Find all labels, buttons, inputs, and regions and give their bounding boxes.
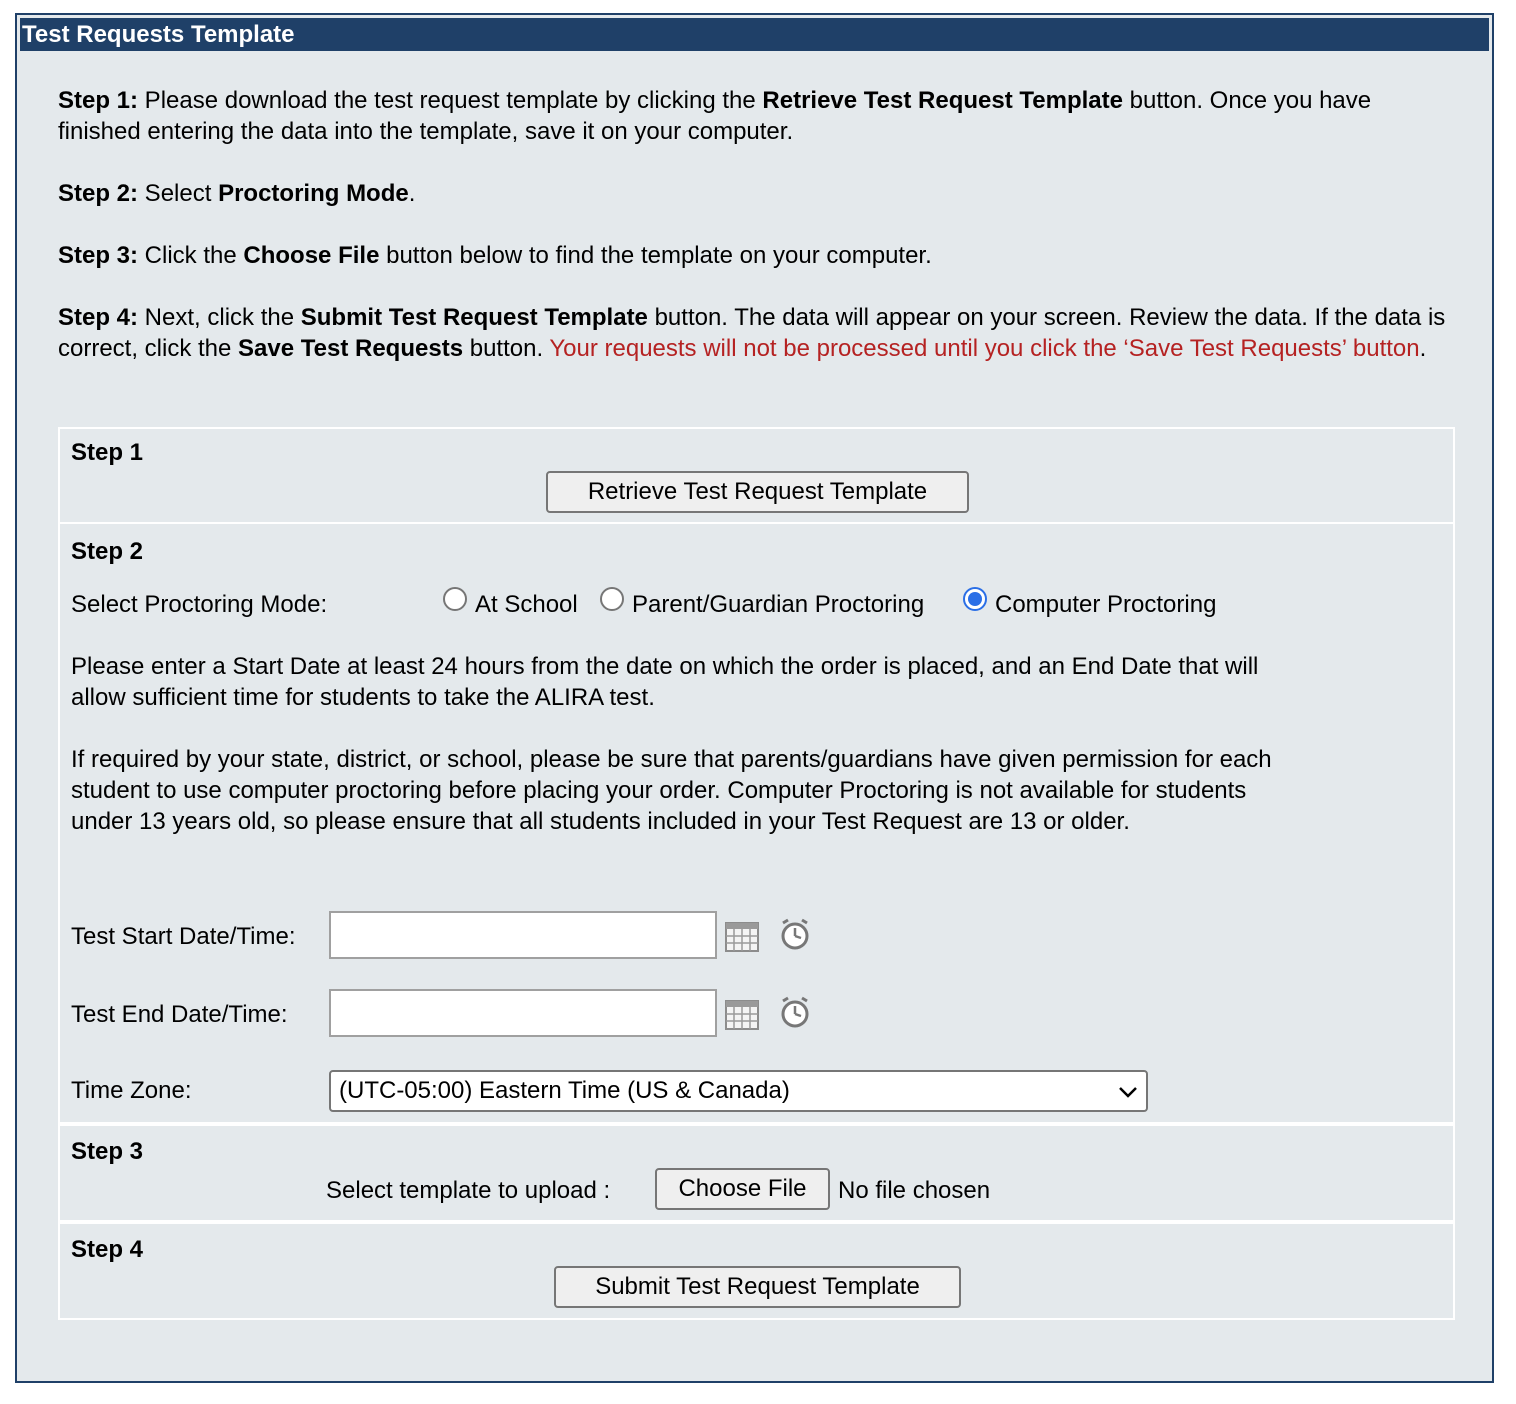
start-date-label: Test Start Date/Time: [71,923,296,950]
time-zone-value: (UTC-05:00) Eastern Time (US & Canada) [339,1077,790,1104]
choose-file-button[interactable]: Choose File [655,1168,830,1210]
submit-template-button[interactable]: Submit Test Request Template [554,1266,961,1308]
warning-text: Your requests will not be processed until you click the ‘Save Test Requests’ button [549,335,1420,362]
step-4-title: Step 4 [71,1236,144,1263]
upload-label: Select template to upload : [326,1177,611,1204]
step-2-section [58,524,1455,1124]
step-1-section [58,427,1455,524]
clock-icon[interactable] [778,917,812,951]
radio-at-school-label[interactable]: At School [475,591,578,618]
proctoring-mode-label: Select Proctoring Mode: [71,591,328,618]
file-status: No file chosen [838,1177,991,1204]
clock-icon[interactable] [778,995,812,1029]
instruction-step-4: Step 4: Next, click the Submit Test Request Template button. The data will appear on your screen. Review the data. If the data is correct, click the Save Test Requests button. Your requests will not be processed until you click the ‘Save Test Requests’ button. [58,304,1446,362]
step-3-section [58,1124,1455,1222]
step-2-title: Step 2 [71,538,144,565]
calendar-icon[interactable] [725,1000,759,1030]
step-1-title: Step 1 [71,439,144,466]
step-3-title: Step 3 [71,1138,144,1165]
radio-computer-proctoring-label[interactable]: Computer Proctoring [995,591,1217,618]
instruction-step-2: Step 2: Select Proctoring Mode. [58,180,416,207]
date-note: Please enter a Start Date at least 24 hours from the date on which the order is placed, and an End Date that will allow sufficient time for students to take the ALIRA test. [71,653,1259,711]
time-zone-select[interactable] [329,1070,1148,1112]
permission-note: If required by your state, district, or school, please be sure that parents/guardians have given permission for each student to use computer proctoring before placing your order. Computer Proctoring is not available for students under 13 years old, so please ensure that all students included in your Test Request are 13 or older. [71,746,1272,835]
radio-computer-proctoring[interactable] [963,587,987,611]
chevron-down-icon [1118,1085,1138,1099]
instruction-step-3: Step 3: Click the Choose File button below to find the template on your computer. [58,242,932,269]
step-4-section [58,1222,1455,1320]
instructions [58,85,1448,395]
instruction-step-1: Step 1: Please download the test request template by clicking the Retrieve Test Request Template button. Once you have finished entering the data into the template, save it on your computer. [58,87,1372,145]
radio-at-school[interactable] [443,587,467,611]
panel-title: Test Requests Template [20,18,1489,51]
radio-parent-guardian[interactable] [600,587,624,611]
time-zone-label: Time Zone: [71,1077,192,1104]
end-date-label: Test End Date/Time: [71,1001,288,1028]
end-date-input[interactable] [329,989,717,1037]
start-date-input[interactable] [329,911,717,959]
radio-parent-guardian-label[interactable]: Parent/Guardian Proctoring [632,591,925,618]
calendar-icon[interactable] [725,922,759,952]
retrieve-template-button[interactable]: Retrieve Test Request Template [546,471,969,513]
test-requests-panel [15,13,1494,1383]
